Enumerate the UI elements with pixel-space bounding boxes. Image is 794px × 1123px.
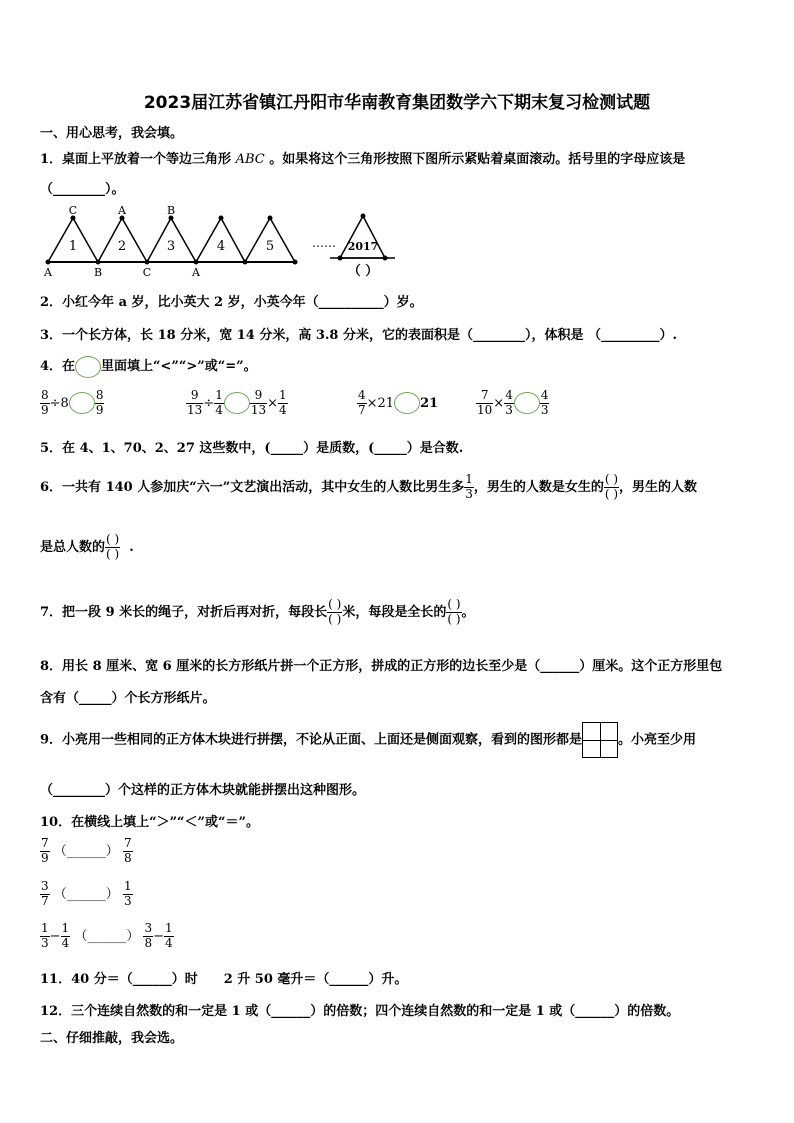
question-5: 5．在 4、1、70、2、27 这些数中，(_____）是质数，(_____）是合数. [40, 441, 464, 456]
question-9-line-1: 9．小亮用一些相同的正方体木块进行拼摆，不论从正面、上面还是侧面观察，看到的图形都是 。小亮至少用 [40, 722, 696, 758]
q4-expression-1: $\frac{8}{9}$ ÷8 $\frac{8}{9}$ [41, 388, 104, 417]
question-10-intro: 10．在横线上填上“＞”“＜”或“＝”。 [40, 815, 259, 830]
question-4 [40, 355, 257, 378]
q10-row-3: $\frac{1}{3}$ − $\frac{1}{4}$ （______） $\frac{3}{8}$ − $\frac{1}{4}$ [41, 921, 173, 950]
question-3: 3．一个长方体，长 18 分米，宽 14 分米，高 3.8 分米，它的表面积是（________），体积是 （_________）. [40, 328, 678, 343]
question-6-line-2: 是总人数的 $\frac{( )}{( )}$ . [40, 532, 134, 561]
q1-text-b: 。如果将这个三角形按照下图所示紧贴着桌面滚动。括号里的字母应该是 [269, 152, 686, 167]
q4-expression-3: $\frac{4}{7}$ ×21 21 [358, 388, 439, 417]
question-6-line-1: 6．一共有 140 人参加庆“六一”文艺演出活动，其中女生的人数比男生多 $\frac{1}{3}$ ，男生的人数是女生的 $\frac{( )}{( )}$ ，男生的人数 [40, 472, 698, 501]
triangle-num-3: 3 [166, 239, 176, 254]
question-12: 12．三个连续自然数的和一定是 1 或（______）的倍数；四个连续自然数的和一定是 1 或（______）的倍数。 [40, 1004, 680, 1019]
question-11: 11．40 分＝（______）时 2 升 50 毫升＝（______）升。 [40, 972, 408, 987]
answer-circle[interactable] [224, 392, 250, 414]
answer-circle[interactable] [514, 392, 540, 414]
triangle-2017-label: 2017 [347, 240, 379, 253]
page-title: 2023届江苏省镇江丹阳市华南教育集团数学六下期末复习检测试题 [143, 93, 651, 113]
vertex-label-1: A [44, 266, 52, 279]
answer-circle[interactable] [394, 392, 420, 414]
triangle-top-3: B [166, 204, 176, 217]
triangle-top-2: A [118, 204, 126, 217]
vertex-label-3: C [142, 266, 152, 279]
q1-text-a: 1．桌面上平放着一个等边三角形 [40, 152, 232, 167]
vertex-label-2: B [93, 266, 103, 279]
q1-answer-blank: （________）。 [40, 182, 125, 197]
question-8-line-1: 8．用长 8 厘米、宽 6 厘米的长方形纸片拼一个正方形，拼成的正方形的边长至少是（______）厘米。这个正方形里包 [40, 659, 723, 674]
triangle-top-1: C [68, 204, 78, 217]
vertex-label-4: A [192, 266, 200, 279]
question-7: 7．把一段 9 米长的绳子，对折后再对折，每段长 $\frac{( )}{( )}$ 米，每段是全长的 $\frac{( )}{( )}$ 。 [40, 597, 475, 626]
triangle-num-4: 4 [216, 239, 226, 254]
triangle-ellipsis: …… [312, 236, 336, 250]
q1-abc: ABC [235, 152, 265, 167]
question-1 [40, 148, 685, 167]
q10-row-1: $\frac{7}{9}$ （______） $\frac{7}{8}$ [41, 836, 132, 865]
section-2-heading: 二、仔细推敲，我会选。 [40, 1031, 184, 1046]
q4-text-b: 里面填上“<”“>”或“=”。 [101, 359, 257, 374]
question-2: 2．小红今年 a 岁，比小英大 2 岁，小英今年（__________）岁。 [40, 295, 423, 310]
triangle-num-5: 5 [265, 239, 275, 254]
question-9-line-2: （________）个这样的正方体木块就能拼摆出这种图形。 [40, 783, 366, 798]
q1-triangle-figure [40, 203, 420, 281]
q4-expression-2: $\frac{9}{13}$ ÷ $\frac{1}{4}$ $\frac{9}{13}$ × $\frac{1}{4}$ [187, 388, 287, 417]
q4-text-a: 4．在 [40, 359, 76, 374]
triangle-num-2: 2 [117, 239, 127, 254]
triangle-num-1: 1 [68, 239, 78, 254]
section-1-heading: 一、用心思考，我会填。 [40, 126, 184, 141]
square-grid-figure [582, 722, 618, 758]
answer-circle[interactable] [69, 392, 95, 414]
triangle-answer-paren: （ ） [347, 264, 379, 279]
question-8-line-2: 含有（_____）个长方形纸片。 [40, 691, 216, 706]
q10-row-2: $\frac{3}{7}$ （______） $\frac{1}{3}$ [41, 879, 132, 908]
answer-circle [75, 356, 101, 378]
q4-expression-4: $\frac{7}{10}$ × $\frac{4}{3}$ $\frac{4}{3}$ [477, 388, 549, 417]
